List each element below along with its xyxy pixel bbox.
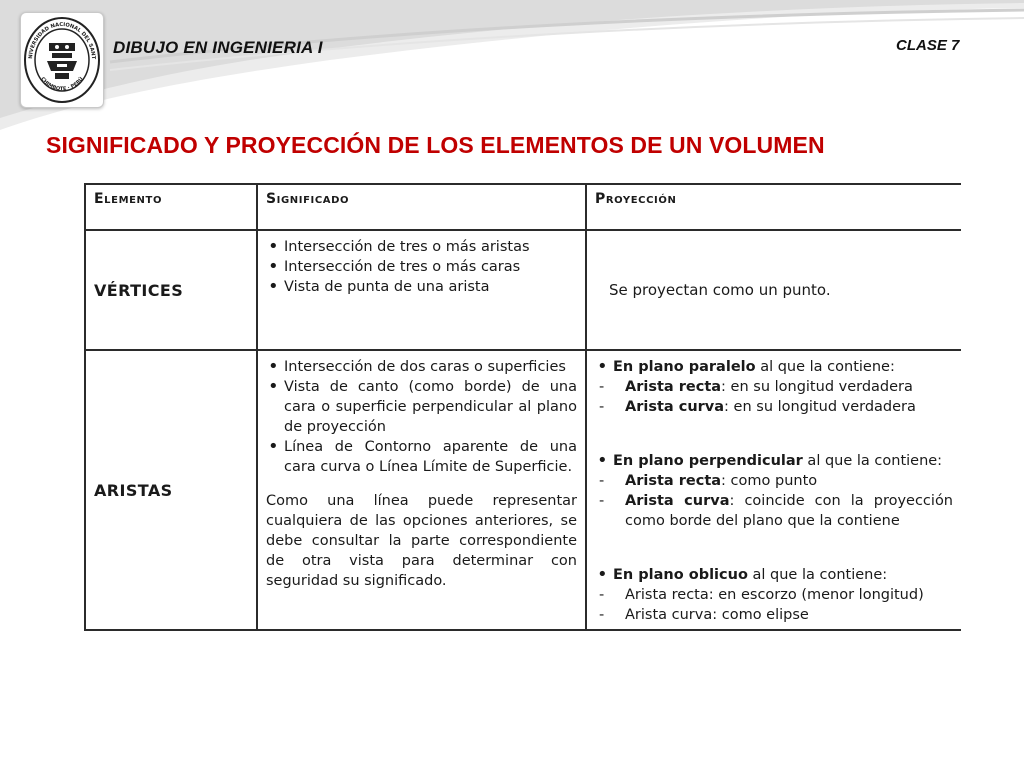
table-row-aristas [85, 350, 961, 630]
projection-group-heading: • En plano oblicuo al que la contiene: [595, 565, 953, 585]
meaning-cell-vertices [257, 230, 586, 350]
svg-text:UNIVERSIDAD NACIONAL DEL SANTA: NIVERSIDAD NACIONAL DEL SANT [27, 21, 97, 60]
projection-item: - Arista recta: en escorzo (menor longitud) [595, 585, 953, 605]
element-name-aristas: ARISTAS [85, 350, 257, 630]
table-row-vertices [85, 230, 961, 350]
header-proyeccion: Proyección [586, 184, 961, 230]
meaning-item: • Vista de canto (como borde) de una cara o superficie perpendicular al plano de proyección [266, 377, 577, 437]
projection-group-oblique [595, 565, 953, 625]
meaning-item: • Intersección de tres o más caras [266, 257, 577, 277]
meaning-note: Como una línea puede representar cualquiera de las opciones anteriores, se debe consultar la parte correspondiente de otra vista para determinar con seguridad su significado. [266, 493, 577, 589]
class-number: CLASE 7 [896, 37, 960, 54]
meaning-item: • Intersección de tres o más aristas [266, 237, 577, 257]
projection-group-parallel [595, 357, 953, 417]
meaning-cell-aristas [257, 350, 586, 630]
university-seal-logo [20, 12, 104, 108]
projection-item: - Arista recta: en su longitud verdadera [595, 377, 953, 397]
projection-group-heading: • En plano paralelo al que la contiene: [595, 357, 953, 377]
projection-group-heading: • En plano perpendicular al que la contiene: [595, 451, 953, 471]
meaning-item: • Línea de Contorno aparente de una cara curva o Línea Límite de Superficie. [266, 437, 577, 477]
projection-cell-aristas [586, 350, 961, 630]
projection-cell-vertices: Se proyectan como un punto. [586, 230, 961, 350]
elements-table [84, 183, 961, 739]
header-swoosh [0, 0, 1024, 130]
table-header-row [85, 184, 961, 230]
slide-title: SIGNIFICADO Y PROYECCIÓN DE LOS ELEMENTOS DE UN VOLUMEN [46, 132, 825, 158]
projection-item: - Arista curva: como elipse [595, 605, 953, 625]
course-title: DIBUJO EN INGENIERIA I [113, 38, 323, 57]
meaning-item: • Intersección de dos caras o superficies [266, 357, 577, 377]
meaning-item: • Vista de punta de una arista [266, 277, 577, 297]
element-name-vertices: VÉRTICES [85, 230, 257, 350]
projection-group-perpendicular [595, 451, 953, 531]
seal-icon [21, 13, 103, 107]
projection-item: - Arista curva: en su longitud verdadera [595, 397, 953, 417]
header-elemento: Elemento [85, 184, 257, 230]
header-significado: Significado [257, 184, 586, 230]
projection-item: - Arista recta: como punto [595, 471, 953, 491]
svg-text:CHIMBOTE · PERÚ: CHIMBOTE · PERÚ [39, 76, 85, 93]
projection-item: - Arista curva: coincide con la proyección como borde del plano que la contiene [595, 491, 953, 531]
